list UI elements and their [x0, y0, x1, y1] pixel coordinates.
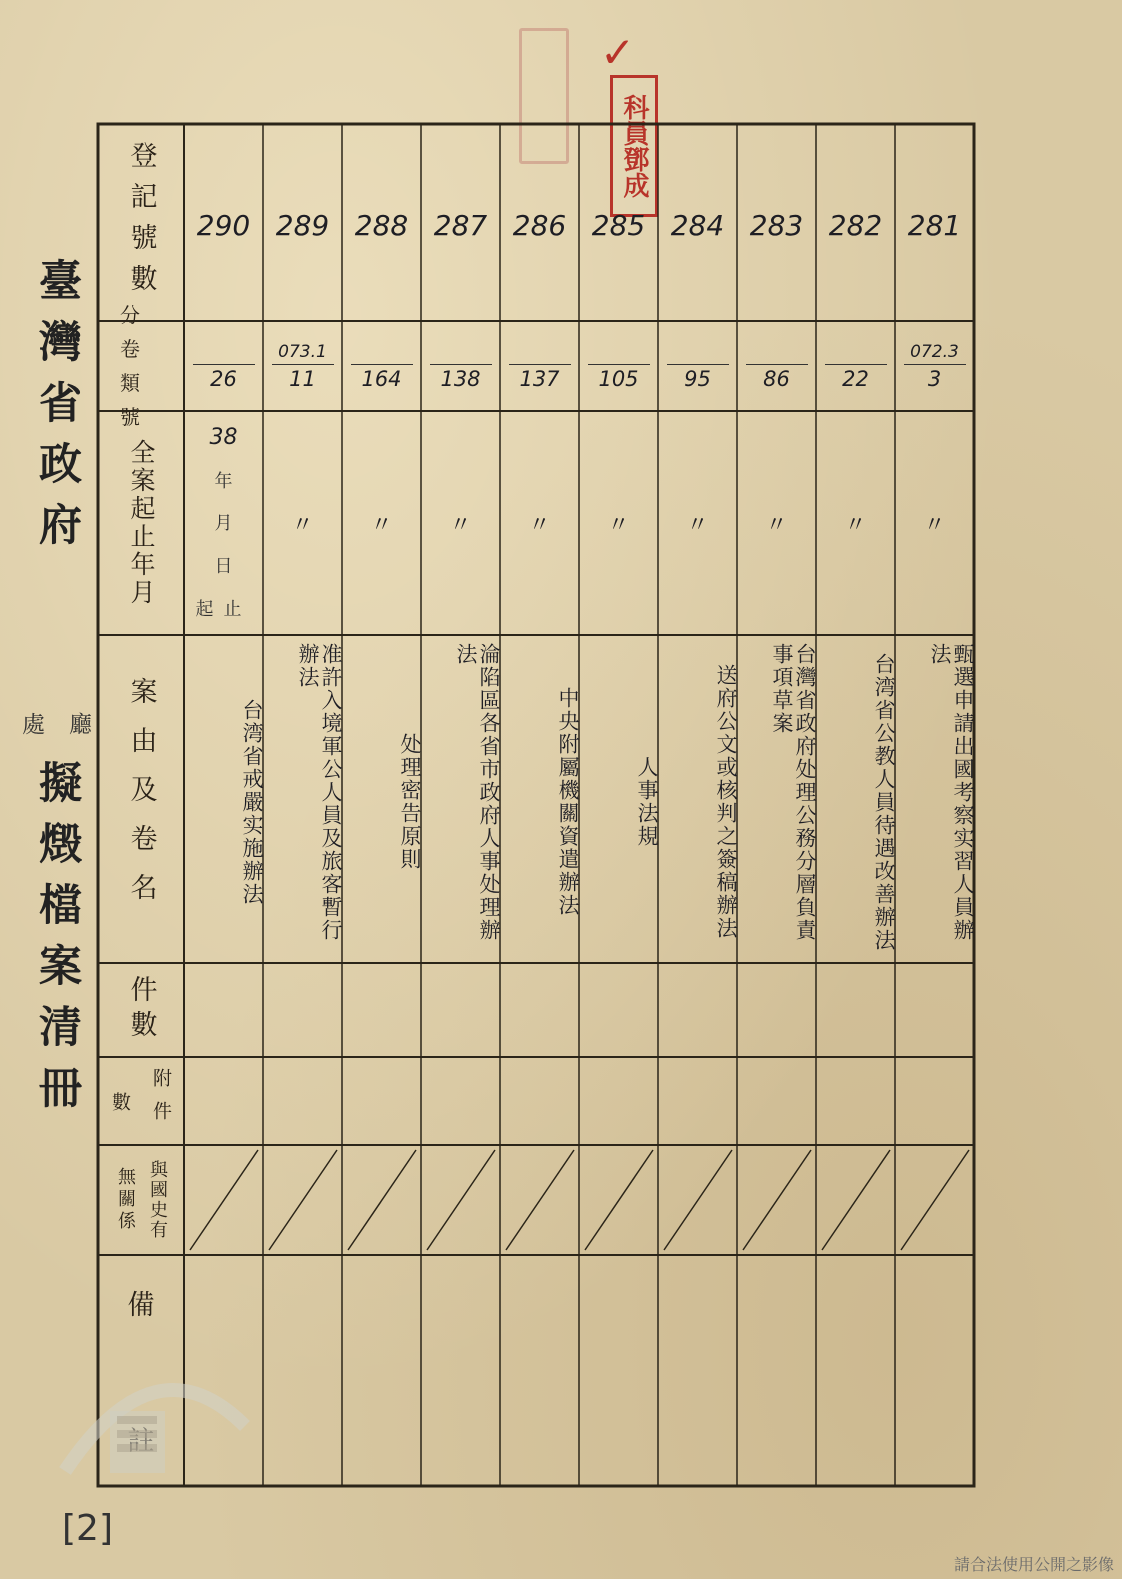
- classification-code-bottom: 105: [598, 366, 639, 391]
- unit-label-char: 廳: [69, 712, 92, 738]
- fraction-bar: [904, 364, 966, 365]
- label-case-period: 全案起止年月: [127, 439, 156, 607]
- registration-number: 285: [591, 208, 646, 242]
- check-mark-icon: ✓: [600, 28, 636, 77]
- registration-number: 289: [275, 208, 330, 242]
- classification-code-bottom: 86: [763, 366, 790, 391]
- case-period-ditto: 〃: [370, 512, 393, 538]
- classification-code: [421, 321, 500, 411]
- case-title: 台灣省政府处理公務分層負責事項草案: [770, 643, 817, 942]
- case-period-ditto: 〃: [923, 512, 946, 538]
- case-period-ditto: 〃: [607, 512, 630, 538]
- classification-code-top: [616, 342, 621, 362]
- case-title: 人事法規: [635, 756, 659, 848]
- registration-number: 290: [196, 208, 251, 242]
- classification-code-top: [695, 342, 700, 362]
- registration-number: 282: [828, 208, 883, 242]
- classification-code: [342, 321, 421, 411]
- classification-code-bottom: 3: [927, 366, 942, 391]
- classification-code-top: [853, 342, 858, 362]
- fraction-bar: [351, 364, 413, 365]
- label-subject-file-name: 案由及卷名: [125, 676, 157, 922]
- classification-code-top: 073.1: [278, 341, 327, 362]
- classification-code-bottom: 137: [519, 366, 560, 391]
- classification-code-top: 072.3: [910, 341, 959, 362]
- label-item-count: 件數: [125, 975, 157, 1045]
- label-attachment-count: 數 附件: [109, 1068, 172, 1134]
- clerk-seal: 科員鄧成: [610, 75, 658, 217]
- fraction-bar: [667, 364, 729, 365]
- classification-code-bottom: 11: [289, 366, 316, 391]
- case-title: 送府公文或核判之簽稿辦法: [714, 664, 738, 940]
- classification-code-top: [458, 342, 463, 362]
- registration-number: 283: [749, 208, 804, 242]
- case-title: 台湾省戒嚴实施辦法: [240, 698, 264, 906]
- registration-number: 284: [670, 208, 725, 242]
- case-period-ditto: 〃: [449, 512, 472, 538]
- classification-code: [184, 321, 263, 411]
- fraction-bar: [193, 364, 255, 365]
- classification-code-top: [537, 342, 542, 362]
- classification-code-bottom: 26: [210, 366, 237, 391]
- classification-code: [263, 321, 342, 411]
- fraction-bar: [746, 364, 808, 365]
- classification-code: [579, 321, 658, 411]
- case-period-ditto: 〃: [765, 512, 788, 538]
- label-registration-number: 登記號數: [125, 140, 157, 305]
- organization-title: 臺灣省政府: [32, 258, 82, 563]
- classification-code: [895, 321, 974, 411]
- classification-code: [816, 321, 895, 411]
- page-number: [2]: [62, 1508, 113, 1549]
- fraction-bar: [588, 364, 650, 365]
- case-period-ditto: 〃: [528, 512, 551, 538]
- classification-code: [658, 321, 737, 411]
- case-period-first: 38 年 月 日 起止: [195, 425, 252, 620]
- classification-code-top: [379, 342, 384, 362]
- registration-number: 286: [512, 208, 567, 242]
- unit-label-char: 處: [22, 712, 45, 738]
- case-title: 甄選申請出國考察实習人員辦法: [928, 643, 975, 942]
- registration-number: 281: [907, 208, 962, 242]
- label-history-relation: 無關係 與國史有: [115, 1160, 168, 1240]
- classification-code-top: [774, 342, 779, 362]
- label-classification-code: 分卷 類號: [120, 303, 162, 429]
- case-title: 中央附屬機關資遣辦法: [556, 687, 580, 917]
- label-remarks: 備: [127, 1290, 155, 1321]
- classification-code-bottom: 22: [842, 366, 869, 391]
- case-title: 准許入境軍公人員及旅客暫行辦法: [296, 643, 343, 942]
- classification-code-top: [221, 342, 226, 362]
- fraction-bar: [825, 364, 887, 365]
- classification-code: [500, 321, 579, 411]
- case-period-ditto: 〃: [686, 512, 709, 538]
- registration-number: 288: [354, 208, 409, 242]
- classification-code-bottom: 138: [440, 366, 481, 391]
- case-title: 处理密告原則: [398, 733, 422, 871]
- case-period-ditto: 〃: [844, 512, 867, 538]
- classification-code-bottom: 95: [684, 366, 711, 391]
- fraction-bar: [509, 364, 571, 365]
- registration-number: 287: [433, 208, 488, 242]
- classification-code: [737, 321, 816, 411]
- fraction-bar: [272, 364, 334, 365]
- case-period-ditto: 〃: [291, 512, 314, 538]
- archive-logo: [55, 1366, 255, 1491]
- document-title: 擬燬檔案清冊: [32, 760, 82, 1126]
- case-title: 淪陷區各省市政府人事处理辦法: [454, 643, 501, 942]
- case-title: 台湾省公教人員待遇改善辦法: [872, 652, 896, 952]
- usage-watermark: 請合法使用公開之影像: [953, 1555, 1114, 1574]
- classification-code-bottom: 164: [361, 366, 402, 391]
- fraction-bar: [430, 364, 492, 365]
